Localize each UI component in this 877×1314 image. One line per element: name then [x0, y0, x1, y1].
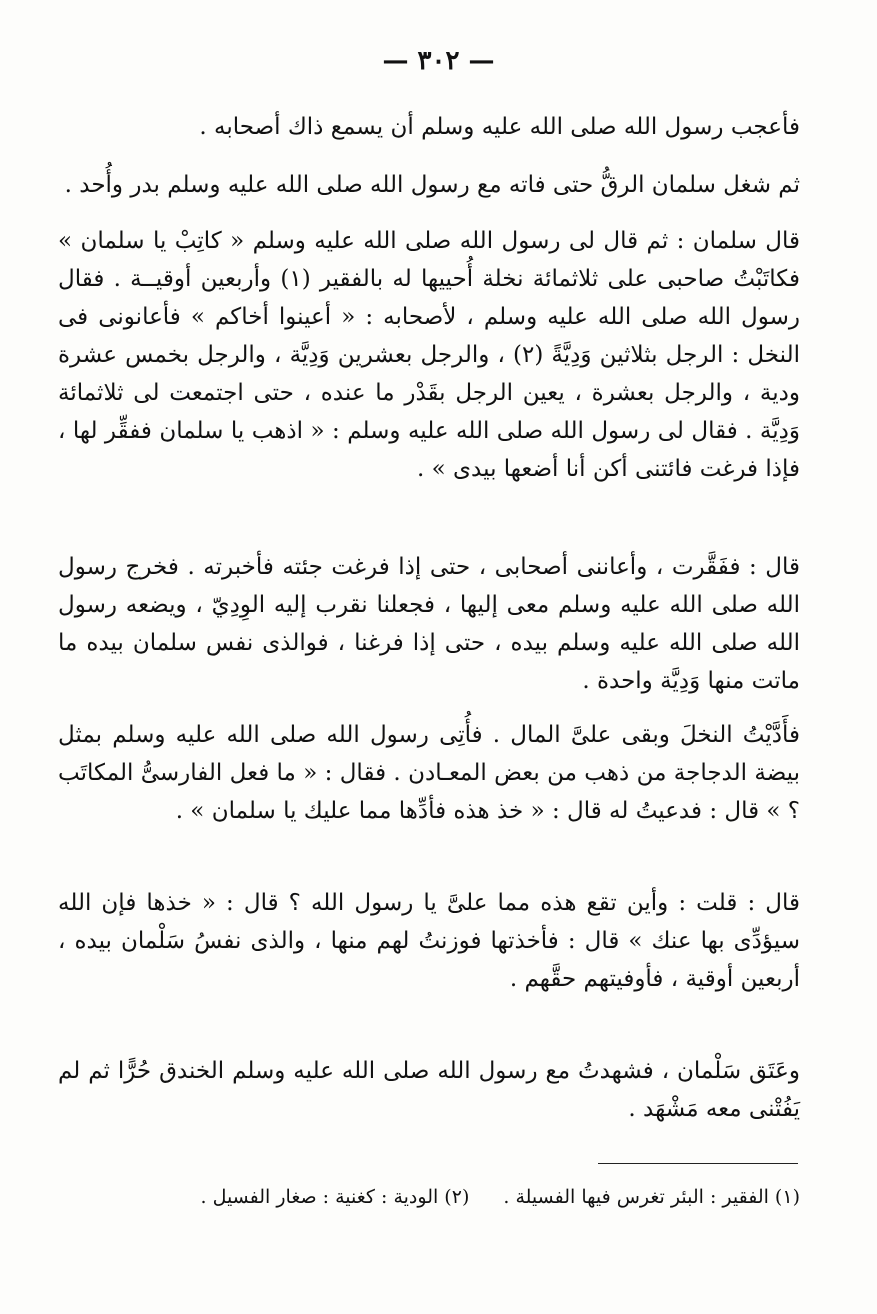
footnote-divider: [598, 1163, 798, 1164]
paragraph: فأَدَّيْتُ النخلَ وبقى علىَّ المال . فأُتِى رسول الله صلى الله عليه وسلم بمثل بيضة الدجاجة من ذهب من بعض المعـادن . فقال : « ما فعل الفارسىُّ المكاتَب ؟ » قال : فدعيتُ له قال : « خذ هذه فأدِّها مما عليك يا سلمان » .: [58, 722, 800, 824]
paragraph: قال : قلت : وأين تقع هذه مما علىَّ يا رسول الله ؟ قال : « خذها فإن الله سيؤدِّى بها عنك » قال : فأخذتها فوزنتُ لهم منها ، والذى نفسُ سَلْمان بيده ، أربعين أوقية ، فأوفيتهم حقَّهم .: [58, 890, 800, 992]
paragraph: ثم شغل سلمان الرقُّ حتى فاته مع رسول الله صلى الله عليه وسلم بدر وأُحد .: [64, 172, 800, 198]
footnotes: [150, 1182, 800, 1212]
paragraph: قال : ففَقَّرت ، وأعاننى أصحابى ، حتى إذا فرغت جئته فأخبرته . فخرج رسول الله صلى الله عليه وسلم معى إليها ، فجعلنا نقرب إليه الوِدِيّ ، ويضعه رسول الله صلى الله عليه وسلم بيده ، حتى إذا فرغنا ، فوالذى نفس سلمان بيده ما ماتت منها وَدِيَّة واحدة .: [58, 554, 800, 694]
paragraph: قال سلمان : ثم قال لى رسول الله صلى الله عليه وسلم « كاتِبْ يا سلمان » فكاتَبْتُ صاحبى على ثلاثمائة نخلة أُحييها له بالفقير (١) وأربعين أوقيــة . فقال رسول الله صلى الله عليه وسلم ، لأصحابه : « أعينوا أخاكم » فأعانونى فى النخل : الرجل بثلاثين وَدِيَّةً (٢) ، والرجل بعشرين وَدِيَّة ، والرجل بخمس عشرة ودية ، والرجل بعشرة ، يعين الرجل بقَدْر ما عنده ، حتى اجتمعت لى ثلاثمائة وَدِيَّة . فقال لى رسول الله صلى الله عليه وسلم : « اذهب يا سلمان ففقِّر لها ، فإذا فرغت فائتنى أكن أنا أضعها بيدى » .: [58, 228, 800, 482]
paragraph: فأعجب رسول الله صلى الله عليه وسلم أن يسمع ذاك أصحابه .: [199, 114, 800, 140]
page-number: — ٣٠٢ —: [382, 46, 495, 76]
footnote-2: (٢) الودية : كغنية : صغار الفسيل .: [200, 1186, 470, 1208]
footnote-1: (١) الفقير : البئر تغرس فيها الفسيلة .: [503, 1186, 800, 1208]
paragraph: وعَتَق سَلْمان ، فشهدتُ مع رسول الله صلى الله عليه وسلم الخندق حُرًّا ثم لم يَفُتْنى معه مَشْهَد .: [58, 1058, 800, 1122]
